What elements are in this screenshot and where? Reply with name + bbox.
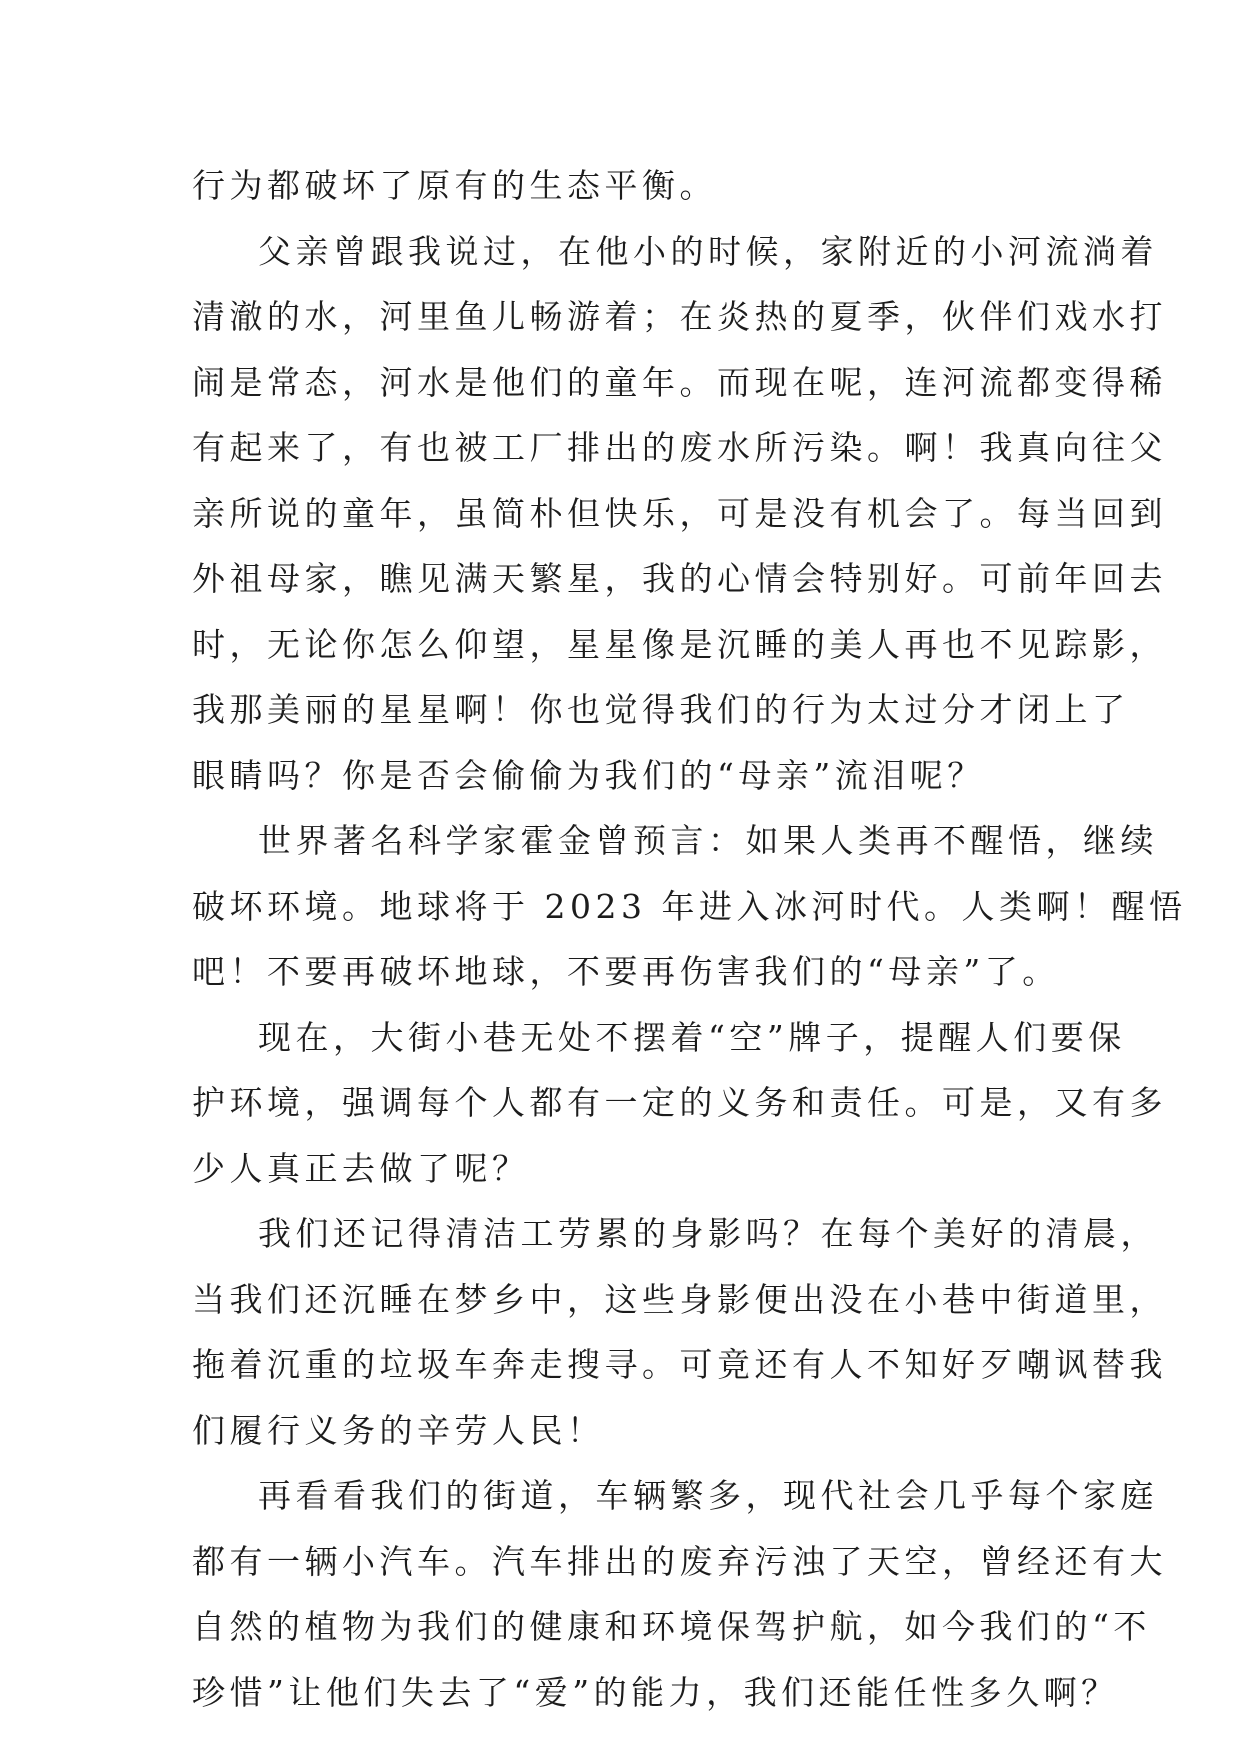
- text-line: 们履行义务的辛劳人民！: [192, 1410, 605, 1450]
- text-line: 拖着沉重的垃圾车奔走搜寻。可竟还有人不知好歹嘲讽替我: [192, 1345, 1167, 1384]
- essay-text: [192, 153, 1187, 1725]
- text-line: 护环境，强调每个人都有一定的义务和责任。可是，又有多: [192, 1083, 1167, 1122]
- text-line: 破坏环境。地球将于 2023 年进入冰河时代。人类啊！醒悟: [192, 886, 1187, 926]
- paragraph-start-line: 世界著名科学家霍金曾预言：如果人类再不醒悟，继续: [258, 821, 1158, 860]
- text-line: 我那美丽的星星啊！你也觉得我们的行为太过分才闭上了: [192, 690, 1130, 729]
- text-line: 有起来了，有也被工厂排出的废水所污染。啊！我真向往父: [192, 428, 1167, 467]
- text-line: 清澈的水，河里鱼儿畅游着；在炎热的夏季，伙伴们戏水打: [192, 297, 1167, 336]
- text-line: 行为都破坏了原有的生态平衡。: [192, 166, 717, 205]
- text-line: 吧！不要再破坏地球，不要再伤害我们的“母亲”了。: [192, 952, 1060, 991]
- text-line: 当我们还沉睡在梦乡中，这些身影便出没在小巷中街道里，: [192, 1279, 1167, 1319]
- text-line: 亲所说的童年，虽简朴但快乐，可是没有机会了。每当回到: [192, 493, 1167, 533]
- paragraph-start-line: 我们还记得清洁工劳累的身影吗？在每个美好的清晨，: [258, 1214, 1158, 1253]
- paragraph-start-line: 父亲曾跟我说过，在他小的时候，家附近的小河流淌着: [258, 231, 1158, 271]
- text-line: 珍惜”让他们失去了“爱”的能力，我们还能任性多久啊？: [192, 1672, 1119, 1712]
- text-line: 眼睛吗？你是否会偷偷为我们的“母亲”流泪呢？: [192, 755, 985, 795]
- text-line: 外祖母家，瞧见满天繁星，我的心情会特别好。可前年回去: [192, 559, 1167, 598]
- paragraph-start-line: 再看看我们的街道，车辆繁多，现代社会几乎每个家庭: [258, 1476, 1158, 1515]
- paragraph-start-line: 现在，大街小巷无处不摆着“空”牌子，提醒人们要保: [258, 1017, 1126, 1057]
- text-line: 少人真正去做了呢？: [192, 1148, 530, 1188]
- text-line: 时，无论你怎么仰望，星星像是沉睡的美人再也不见踪影，: [192, 624, 1167, 664]
- text-line: 闹是常态，河水是他们的童年。而现在呢，连河流都变得稀: [192, 362, 1167, 402]
- text-line: 都有一辆小汽车。汽车排出的废弃污浊了天空，曾经还有大: [192, 1541, 1167, 1581]
- text-line: 自然的植物为我们的健康和环境保驾护航，如今我们的“不: [192, 1607, 1151, 1646]
